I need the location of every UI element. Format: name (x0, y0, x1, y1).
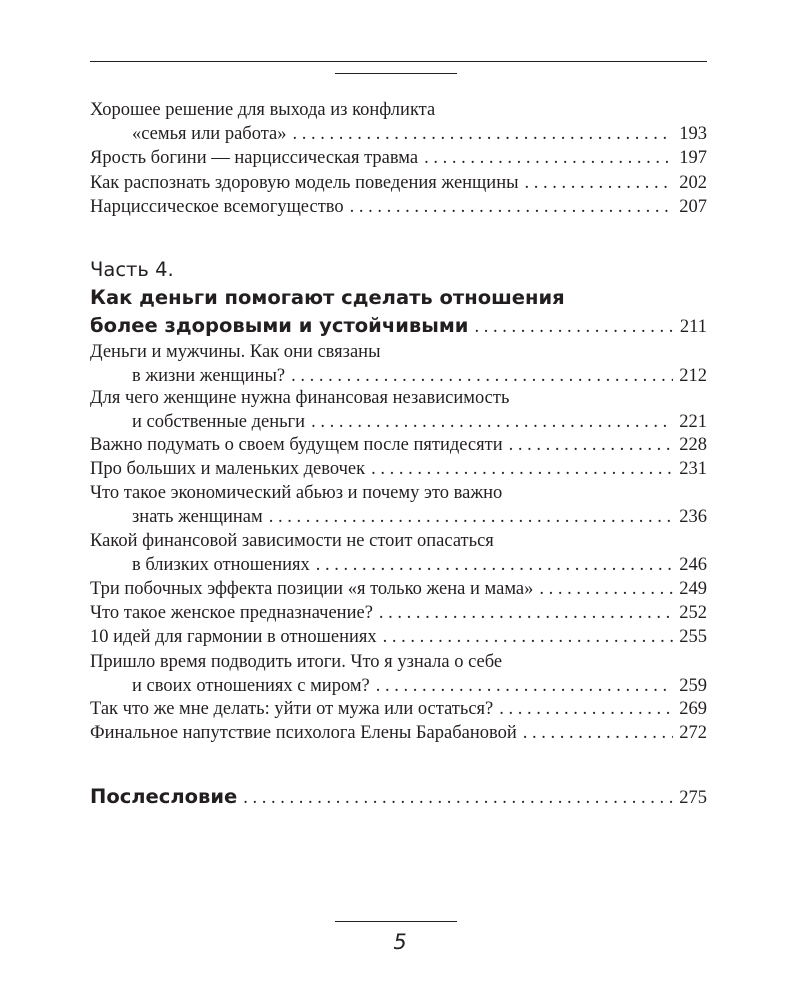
leader-dots (316, 553, 673, 577)
toc-entry-title: Так что же мне делать: уйти от мужа или остаться? (90, 699, 494, 719)
toc-page-number: 269 (679, 699, 707, 719)
toc-entry-title: знать женщинам (132, 507, 263, 527)
toc-entry-line (90, 195, 707, 219)
toc-entry-title: Финальное напутствие психолога Елены Барабановой (90, 723, 517, 743)
top-rule (90, 61, 707, 62)
afterword-title: Послесловие (90, 785, 238, 808)
toc-entry (90, 529, 707, 577)
leader-dots (474, 313, 673, 341)
toc-entry-title: Важно подумать о своем будущем после пятидесяти (90, 435, 503, 455)
toc-entry-title: Хорошее решение для выхода из конфликта (90, 100, 436, 120)
toc-entry (90, 650, 707, 698)
part-title-text: более здоровыми и устойчивыми (90, 314, 469, 337)
toc-entry (90, 98, 707, 146)
toc-entry (90, 146, 707, 170)
toc-entry-line (90, 505, 707, 529)
toc-entry-line (90, 601, 707, 625)
leader-dots (269, 505, 674, 529)
toc-entry (90, 697, 707, 721)
toc-page-number: 228 (679, 435, 707, 455)
toc-entry-line (90, 410, 707, 434)
leader-dots (525, 171, 674, 195)
toc-entry-title: Для чего женщине нужна финансовая независимость (90, 388, 510, 408)
toc-entry-line (90, 553, 707, 577)
toc-entry-line (90, 171, 707, 195)
part-title-line (90, 284, 707, 312)
toc-entry-line (90, 98, 707, 122)
toc-entry-line (90, 146, 707, 170)
toc-entry (90, 481, 707, 529)
toc-entry-line (90, 625, 707, 649)
top-short-rule (335, 73, 457, 74)
toc-entry-line (90, 650, 707, 674)
toc-entry-title: Ярость богини — нарциссическая травма (90, 148, 419, 168)
toc-entry-title: Деньги и мужчины. Как они связаны (90, 342, 381, 362)
toc-entry (90, 457, 707, 481)
toc-entry-title: Пришло время подводить итоги. Что я узнала о себе (90, 652, 503, 672)
toc-entry-line (90, 364, 707, 388)
toc-entry-title: «семья или работа» (132, 124, 287, 144)
leader-dots (499, 697, 673, 721)
toc-entry-line (90, 721, 707, 745)
bottom-short-rule (335, 921, 457, 922)
leader-dots (523, 721, 673, 745)
toc-page-number: 197 (679, 148, 707, 168)
toc-entry-line (90, 457, 707, 481)
toc-page-number: 252 (679, 603, 707, 623)
toc-entry-line (90, 433, 707, 457)
leader-dots (383, 625, 674, 649)
toc-entry-line (90, 697, 707, 721)
toc-entry (90, 625, 707, 649)
toc-page-number: 246 (679, 555, 707, 575)
toc-entry-title: Как распознать здоровую модель поведения женщины (90, 173, 519, 193)
part-title-text: Как деньги помогают сделать отношения (90, 286, 565, 309)
toc-entry-title: в жизни женщины? (132, 366, 286, 386)
page-number: 5 (393, 930, 407, 954)
toc-entry-line (90, 529, 707, 553)
toc-entry-title: и своих отношениях с миром? (132, 676, 370, 696)
leader-dots (539, 577, 673, 601)
leader-dots (376, 674, 673, 698)
leader-dots (379, 601, 673, 625)
toc-page-number: 221 (679, 412, 707, 432)
toc-entry-title: Три побочных эффекта позиции «я только жена и мама» (90, 579, 534, 599)
toc-entry-title: Что такое экономический абьюз и почему это важно (90, 483, 503, 503)
toc-entry (90, 171, 707, 195)
toc-entry-line (90, 386, 707, 410)
leader-dots (291, 364, 673, 388)
toc-page-number: 193 (679, 124, 707, 144)
part-label: Часть 4. (90, 258, 174, 281)
toc-entry-line (90, 577, 707, 601)
toc-entry-line (90, 122, 707, 146)
toc-page-number: 272 (679, 723, 707, 743)
toc-page-number: 211 (679, 317, 707, 337)
toc-entry-title: в близких отношениях (132, 555, 310, 575)
toc-entry-title: Что такое женское предназначение? (90, 603, 373, 623)
leader-dots (243, 784, 673, 812)
toc-page-number: 255 (679, 627, 707, 647)
toc-entry-line (90, 481, 707, 505)
toc-entry-title: 10 идей для гармонии в отношениях (90, 627, 377, 647)
part-title-line (90, 312, 707, 340)
toc-entry-title: Какой финансовой зависимости не стоит опасаться (90, 531, 494, 551)
toc-page-number: 207 (679, 197, 707, 217)
toc-page-number: 231 (679, 459, 707, 479)
toc-page-number: 249 (679, 579, 707, 599)
toc-entry (90, 577, 707, 601)
toc-page-number: 259 (679, 676, 707, 696)
toc-entry (90, 601, 707, 625)
toc-entry-title: и собственные деньги (132, 412, 306, 432)
toc-entry (90, 721, 707, 745)
afterword-entry (90, 783, 707, 807)
leader-dots (371, 457, 673, 481)
toc-page-number: 275 (679, 788, 707, 808)
leader-dots (293, 122, 674, 146)
toc-entry-line (90, 674, 707, 698)
toc-entry (90, 386, 707, 434)
toc-entry (90, 340, 707, 388)
leader-dots (350, 195, 674, 219)
toc-entry-line (90, 340, 707, 364)
toc-entry-title: Нарциссическое всемогущество (90, 197, 344, 217)
toc-page-number: 202 (679, 173, 707, 193)
leader-dots (424, 146, 673, 170)
toc-entry (90, 195, 707, 219)
toc-entry (90, 433, 707, 457)
toc-page-number: 212 (679, 366, 707, 386)
toc-entry-title: Про больших и маленьких девочек (90, 459, 366, 479)
afterword-line (90, 783, 707, 807)
leader-dots (311, 410, 673, 434)
toc-page-number: 236 (679, 507, 707, 527)
part-title (90, 284, 707, 340)
leader-dots (509, 433, 674, 457)
